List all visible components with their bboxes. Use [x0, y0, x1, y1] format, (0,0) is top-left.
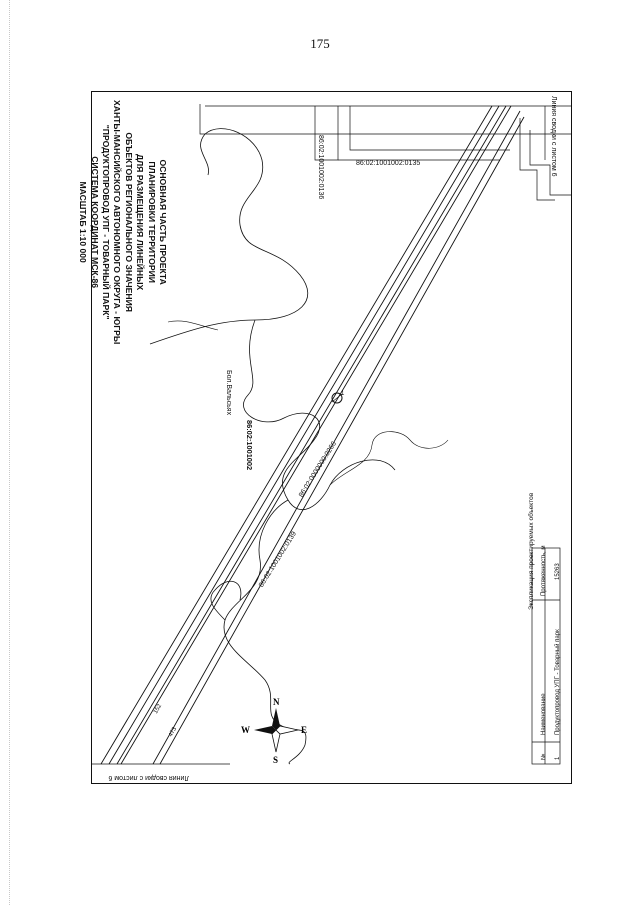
point-label-152: 152 [153, 703, 164, 715]
matchline-top-label: Линия сводки с листом 6 [550, 96, 557, 177]
page-number: 175 [310, 36, 330, 51]
legend-header-num: № [541, 753, 547, 760]
title-line: СИСТЕМА КООРДИНАТ МСК-86 [89, 156, 100, 289]
river-label: Бол.Вальсьях [225, 370, 232, 416]
compass-south-label: S [273, 755, 279, 765]
matchline-bottom-label: Линия сводки с листом 6 [108, 774, 189, 781]
compass-east-label: E [301, 725, 308, 735]
parcel-label-0139: 86:02:1001002:0139 [258, 530, 298, 589]
river-bol-valsyakh [150, 129, 395, 764]
title-line: ОБЪЕКТОВ РЕГИОНАЛЬНОГО ЗНАЧЕНИЯ [123, 132, 134, 312]
title-line: ПЛАНИРОВКИ ТЕРРИТОРИИ [146, 161, 157, 283]
title-line: "ПРОДУКТОПРОВОД УПГ - ТОВАРНЫЙ ПАРК" [100, 124, 111, 320]
legend-header-length: Протяженность, м [541, 545, 547, 596]
compass-north-label: N [273, 697, 280, 707]
legend-row-length: 15263 [555, 563, 561, 580]
legend-header-name: Наименование [541, 693, 547, 735]
parcel-label-0266: 86:02:0000000:0266 [298, 440, 338, 499]
title-line: ДЛЯ РАЗМЕЩЕНИЯ ЛИНЕЙНЫХ [135, 154, 146, 291]
legend-title: Экспликация проектируемых объектов [528, 492, 535, 610]
title-line: ОСНОВНАЯ ЧАСТЬ ПРОЕКТА [158, 159, 168, 285]
compass-rose [241, 697, 307, 765]
title-line: МАСШТАБ 1:10 000 [78, 181, 89, 263]
map-title-block [77, 100, 168, 344]
parcel-label-0135: 86:02:1001002:0135 [356, 160, 421, 167]
quarter-label: 86:02:1001002 [245, 420, 254, 471]
legend-row-name: Продуктопровод УПГ - Товарный парк [555, 629, 561, 735]
parcel-label-0136: 86:02:1001002:0136 [317, 135, 324, 200]
compass-west-label: W [241, 725, 250, 735]
title-line: ХАНТЫ-МАНСИЙСКОГО АВТОНОМНОГО ОКРУГА - ЮГРЫ [112, 100, 123, 345]
river-branch [168, 321, 448, 485]
legend-row-num: 1 [555, 756, 561, 760]
point-label-473: 473 [168, 726, 179, 738]
object-marker-label: 1 [341, 391, 345, 397]
